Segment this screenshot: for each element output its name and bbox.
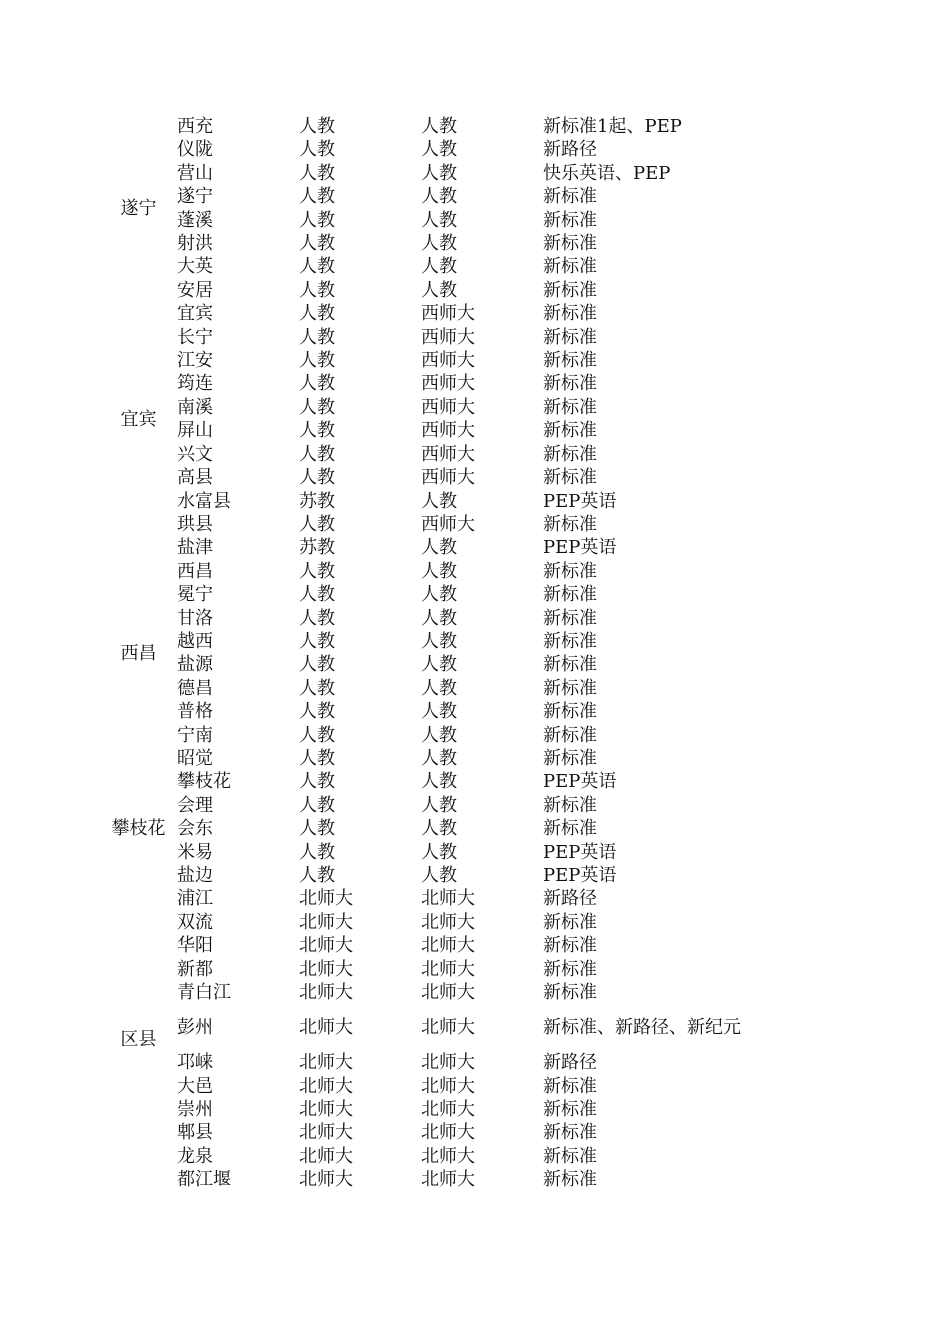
- column-b-cell: 北师大: [421, 982, 475, 1004]
- table-row: [100, 817, 760, 840]
- column-c-cell: 新标准: [543, 1169, 597, 1191]
- column-c-cell: 新标准: [543, 256, 597, 278]
- column-b-cell: 人教: [421, 841, 457, 863]
- column-a-cell: 人教: [299, 630, 335, 652]
- county-cell: 长宁: [177, 326, 213, 348]
- county-cell: 高县: [177, 467, 213, 489]
- county-cell: 遂宁: [177, 186, 213, 208]
- county-cell: 西昌: [177, 560, 213, 582]
- column-b-cell: 北师大: [421, 911, 475, 933]
- county-cell: 龙泉: [177, 1145, 213, 1167]
- table-row: [100, 490, 760, 513]
- column-c-cell: 新标准: [543, 279, 597, 301]
- column-c-cell: 新标准: [543, 233, 597, 255]
- textbook-table: [100, 115, 760, 1192]
- county-cell: 宜宾: [177, 303, 213, 325]
- county-cell: 彭州: [177, 1017, 213, 1039]
- column-a-cell: 人教: [299, 677, 335, 699]
- column-a-cell: 人教: [299, 443, 335, 465]
- column-a-cell: 北师大: [299, 1099, 353, 1121]
- table-row: [100, 1168, 760, 1191]
- county-cell: 盐边: [177, 865, 213, 886]
- table-row: [100, 536, 760, 559]
- column-a-cell: 人教: [299, 162, 335, 184]
- column-a-cell: 人教: [299, 186, 335, 208]
- table-row: [100, 700, 760, 723]
- table-row: [100, 279, 760, 302]
- column-a-cell: 人教: [299, 747, 335, 769]
- county-cell: 江安: [177, 350, 213, 372]
- column-a-cell: 人教: [299, 256, 335, 278]
- column-a-cell: 北师大: [299, 911, 353, 933]
- county-cell: 会理: [177, 794, 213, 816]
- column-c-cell: 新标准: [543, 420, 597, 442]
- table-row: [100, 934, 760, 957]
- column-b-cell: 人教: [421, 490, 457, 512]
- column-a-cell: 北师大: [299, 1017, 353, 1039]
- column-c-cell: 新标准: [543, 630, 597, 652]
- column-b-cell: 北师大: [421, 958, 475, 980]
- table-row: [100, 747, 760, 770]
- column-b-cell: 人教: [421, 162, 457, 184]
- column-c-cell: 新标准: [543, 467, 597, 489]
- table-row: [100, 724, 760, 747]
- column-b-cell: 人教: [421, 560, 457, 582]
- column-b-cell: 人教: [421, 747, 457, 769]
- column-b-cell: 人教: [421, 139, 457, 161]
- county-cell: 南溪: [177, 396, 213, 418]
- column-c-cell: PEP英语: [543, 771, 617, 793]
- column-b-cell: 人教: [421, 186, 457, 208]
- county-cell: 攀枝花: [177, 771, 231, 793]
- column-c-cell: 新标准: [543, 186, 597, 208]
- county-cell: 甘洛: [177, 607, 213, 629]
- column-c-cell: 新标准: [543, 607, 597, 629]
- column-c-cell: 新标准: [543, 794, 597, 816]
- table-row: [100, 513, 760, 536]
- column-b-cell: 北师大: [421, 1017, 475, 1039]
- table-row: [100, 115, 760, 138]
- column-b-cell: 人教: [421, 607, 457, 629]
- county-cell: 仪陇: [177, 139, 213, 161]
- column-a-cell: 人教: [299, 701, 335, 723]
- column-c-cell: 新路径: [543, 888, 597, 910]
- county-cell: 兴文: [177, 443, 213, 465]
- county-cell: 营山: [177, 162, 213, 184]
- column-b-cell: 西师大: [421, 326, 475, 348]
- column-c-cell: 新标准: [543, 1122, 597, 1144]
- table-row: [100, 958, 760, 981]
- column-c-cell: 新标准: [543, 677, 597, 699]
- county-cell: 郫县: [177, 1122, 213, 1144]
- table-row: [100, 653, 760, 676]
- column-c-cell: 新标准: [543, 443, 597, 465]
- table-row: [100, 770, 760, 793]
- column-a-cell: 人教: [299, 654, 335, 676]
- column-c-cell: 新标准: [543, 701, 597, 723]
- table-row: [100, 887, 760, 910]
- table-row: [100, 607, 760, 630]
- column-a-cell: 人教: [299, 396, 335, 418]
- column-a-cell: 人教: [299, 607, 335, 629]
- county-cell: 蓬溪: [177, 209, 213, 231]
- column-c-cell: 新标准: [543, 747, 597, 769]
- table-row: [100, 209, 760, 232]
- column-b-cell: 西师大: [421, 396, 475, 418]
- column-b-cell: 人教: [421, 654, 457, 676]
- column-a-cell: 北师大: [299, 1075, 353, 1097]
- column-c-cell: 新标准: [543, 818, 597, 840]
- column-b-cell: 西师大: [421, 373, 475, 395]
- table-row: [100, 255, 760, 278]
- column-a-cell: 人教: [299, 865, 335, 886]
- column-a-cell: 人教: [299, 794, 335, 816]
- column-b-cell: 人教: [421, 701, 457, 723]
- column-b-cell: 人教: [421, 116, 457, 137]
- column-b-cell: 北师大: [421, 1052, 475, 1074]
- column-b-cell: 西师大: [421, 513, 475, 535]
- table-row: [100, 911, 760, 934]
- region-cell: 宜宾: [120, 408, 157, 430]
- column-a-cell: 北师大: [299, 888, 353, 910]
- table-row: [100, 185, 760, 208]
- table-row: [100, 326, 760, 349]
- table-row: [100, 1098, 760, 1121]
- table-row: [100, 372, 760, 395]
- table-row: [100, 1075, 760, 1098]
- column-b-cell: 北师大: [421, 888, 475, 910]
- column-b-cell: 人教: [421, 537, 457, 559]
- textbook-sheet: [100, 115, 760, 1192]
- county-cell: 冕宁: [177, 584, 213, 606]
- column-c-cell: 新标准: [543, 982, 597, 1004]
- county-cell: 邛崃: [177, 1052, 213, 1074]
- column-a-cell: 苏教: [299, 490, 335, 512]
- table-row: [100, 138, 760, 161]
- county-cell: 射洪: [177, 233, 213, 255]
- column-c-cell: 新标准: [543, 350, 597, 372]
- column-c-cell: 新标准: [543, 584, 597, 606]
- county-cell: 安居: [177, 279, 213, 301]
- table-row: [100, 1004, 760, 1051]
- column-b-cell: 人教: [421, 724, 457, 746]
- column-c-cell: PEP英语: [543, 490, 617, 512]
- table-row: [100, 583, 760, 606]
- column-c-cell: 新标准: [543, 373, 597, 395]
- column-a-cell: 人教: [299, 818, 335, 840]
- column-b-cell: 人教: [421, 818, 457, 840]
- county-cell: 华阳: [177, 935, 213, 957]
- column-b-cell: 人教: [421, 279, 457, 301]
- column-a-cell: 人教: [299, 279, 335, 301]
- column-b-cell: 人教: [421, 771, 457, 793]
- column-b-cell: 北师大: [421, 1099, 475, 1121]
- column-a-cell: 人教: [299, 350, 335, 372]
- column-c-cell: PEP英语: [543, 841, 617, 863]
- column-a-cell: 人教: [299, 303, 335, 325]
- table-row: [100, 794, 760, 817]
- county-cell: 青白江: [177, 982, 231, 1004]
- column-b-cell: 人教: [421, 677, 457, 699]
- table-row: [100, 466, 760, 489]
- column-c-cell: 新标准: [543, 209, 597, 231]
- table-row: [100, 302, 760, 325]
- column-b-cell: 西师大: [421, 350, 475, 372]
- county-cell: 崇州: [177, 1099, 213, 1121]
- column-a-cell: 北师大: [299, 1052, 353, 1074]
- column-a-cell: 北师大: [299, 935, 353, 957]
- county-cell: 西充: [177, 116, 213, 137]
- column-a-cell: 人教: [299, 841, 335, 863]
- table-row: [100, 1051, 760, 1074]
- county-cell: 昭觉: [177, 747, 213, 769]
- column-a-cell: 人教: [299, 771, 335, 793]
- region-cell: 遂宁: [120, 197, 157, 219]
- table-row: [100, 560, 760, 583]
- column-a-cell: 北师大: [299, 1122, 353, 1144]
- column-c-cell: 新标准: [543, 396, 597, 418]
- column-b-cell: 北师大: [421, 1075, 475, 1097]
- column-c-cell: 快乐英语、PEP: [543, 162, 671, 184]
- column-a-cell: 北师大: [299, 1145, 353, 1167]
- table-row: [100, 630, 760, 653]
- region-cell: 攀枝花: [111, 818, 166, 840]
- column-a-cell: 人教: [299, 584, 335, 606]
- table-row: [100, 162, 760, 185]
- county-cell: 普格: [177, 701, 213, 723]
- column-b-cell: 西师大: [421, 467, 475, 489]
- column-a-cell: 北师大: [299, 1169, 353, 1191]
- column-b-cell: 人教: [421, 233, 457, 255]
- county-cell: 大邑: [177, 1075, 213, 1097]
- county-cell: 米易: [177, 841, 213, 863]
- column-a-cell: 人教: [299, 233, 335, 255]
- county-cell: 盐源: [177, 654, 213, 676]
- table-row: [100, 349, 760, 372]
- county-cell: 大英: [177, 256, 213, 278]
- column-a-cell: 人教: [299, 139, 335, 161]
- column-c-cell: 新标准、新路径、新纪元: [543, 1017, 741, 1039]
- table-row: [100, 419, 760, 442]
- table-body: [100, 115, 760, 1192]
- county-cell: 盐津: [177, 537, 213, 559]
- column-a-cell: 人教: [299, 420, 335, 442]
- column-c-cell: 新路径: [543, 1052, 597, 1074]
- column-c-cell: 新标准: [543, 935, 597, 957]
- county-cell: 浦江: [177, 888, 213, 910]
- column-c-cell: 新标准: [543, 911, 597, 933]
- county-cell: 珙县: [177, 513, 213, 535]
- column-c-cell: 新标准: [543, 1145, 597, 1167]
- table-row: [100, 396, 760, 419]
- column-a-cell: 北师大: [299, 982, 353, 1004]
- column-a-cell: 人教: [299, 116, 335, 137]
- county-cell: 越西: [177, 630, 213, 652]
- column-b-cell: 西师大: [421, 420, 475, 442]
- table-row: [100, 981, 760, 1004]
- region-cell: 区县: [120, 1028, 157, 1050]
- county-cell: 德昌: [177, 677, 213, 699]
- table-row: [100, 232, 760, 255]
- table-row: [100, 864, 760, 887]
- table-row: [100, 1121, 760, 1144]
- region-cell: 西昌: [120, 642, 157, 664]
- county-cell: 水富县: [177, 490, 231, 512]
- column-a-cell: 人教: [299, 724, 335, 746]
- column-a-cell: 人教: [299, 467, 335, 489]
- column-a-cell: 人教: [299, 373, 335, 395]
- column-b-cell: 人教: [421, 630, 457, 652]
- column-b-cell: 北师大: [421, 1122, 475, 1144]
- column-c-cell: 新路径: [543, 139, 597, 161]
- column-c-cell: 新标准: [543, 560, 597, 582]
- column-b-cell: 西师大: [421, 443, 475, 465]
- table-row: [100, 443, 760, 466]
- county-cell: 新都: [177, 958, 213, 980]
- column-a-cell: 人教: [299, 326, 335, 348]
- column-b-cell: 西师大: [421, 303, 475, 325]
- county-cell: 都江堰: [177, 1169, 231, 1191]
- column-c-cell: 新标准: [543, 958, 597, 980]
- column-c-cell: 新标准: [543, 513, 597, 535]
- column-c-cell: PEP英语: [543, 537, 617, 559]
- column-b-cell: 人教: [421, 209, 457, 231]
- column-a-cell: 人教: [299, 209, 335, 231]
- column-b-cell: 北师大: [421, 1169, 475, 1191]
- column-c-cell: 新标准: [543, 1075, 597, 1097]
- county-cell: 筠连: [177, 373, 213, 395]
- column-b-cell: 北师大: [421, 1145, 475, 1167]
- column-b-cell: 人教: [421, 256, 457, 278]
- column-a-cell: 北师大: [299, 958, 353, 980]
- column-b-cell: 人教: [421, 865, 457, 886]
- column-c-cell: 新标准1起、PEP: [543, 116, 682, 137]
- column-a-cell: 苏教: [299, 537, 335, 559]
- county-cell: 屏山: [177, 420, 213, 442]
- column-c-cell: 新标准: [543, 303, 597, 325]
- county-cell: 宁南: [177, 724, 213, 746]
- column-a-cell: 人教: [299, 560, 335, 582]
- column-b-cell: 北师大: [421, 935, 475, 957]
- table-row: [100, 841, 760, 864]
- column-c-cell: 新标准: [543, 654, 597, 676]
- column-b-cell: 人教: [421, 794, 457, 816]
- column-c-cell: 新标准: [543, 1099, 597, 1121]
- column-b-cell: 人教: [421, 584, 457, 606]
- county-cell: 双流: [177, 911, 213, 933]
- county-cell: 会东: [177, 818, 213, 840]
- table-row: [100, 1145, 760, 1168]
- column-a-cell: 人教: [299, 513, 335, 535]
- column-c-cell: PEP英语: [543, 865, 617, 886]
- table-row: [100, 677, 760, 700]
- column-c-cell: 新标准: [543, 326, 597, 348]
- column-c-cell: 新标准: [543, 724, 597, 746]
